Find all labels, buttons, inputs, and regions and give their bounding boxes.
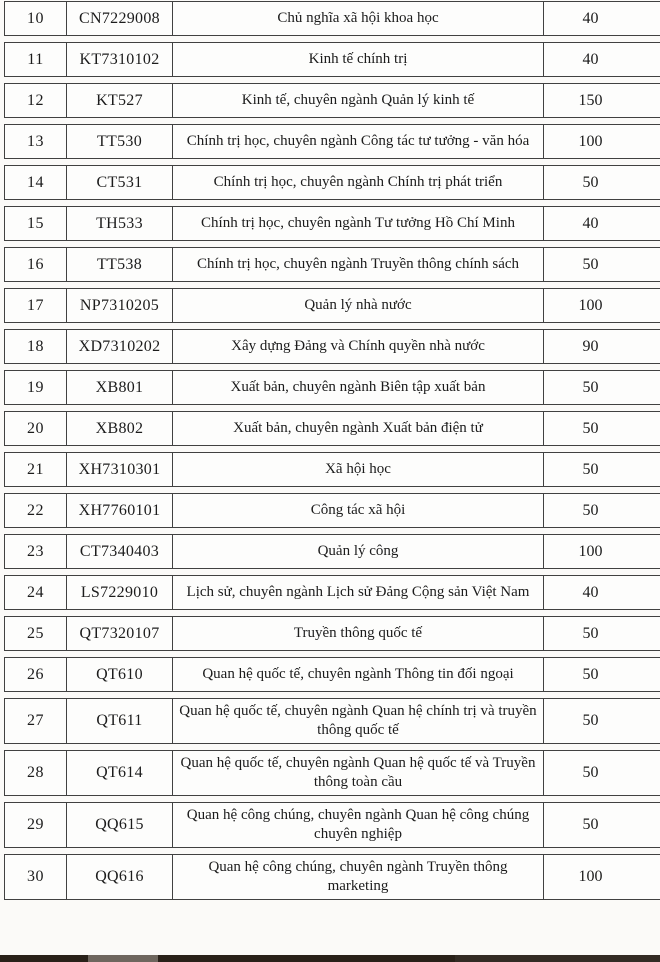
row-number-cell: 19: [5, 371, 67, 404]
table-row: [4, 657, 660, 692]
program-code-cell: QT611: [67, 699, 173, 743]
program-code-cell: QT614: [67, 751, 173, 795]
program-name-cell: Chính trị học, chuyên ngành Truyền thông chính sách: [173, 248, 544, 281]
quota-cell: 40: [582, 214, 599, 232]
table-row: [4, 329, 660, 364]
row-number-cell: 18: [5, 330, 67, 363]
quota-cell: 50: [582, 173, 599, 191]
table-row: [4, 616, 660, 651]
row-number-cell: 28: [5, 751, 67, 795]
row-number-cell: 24: [5, 576, 67, 609]
quota-cell: 90: [582, 337, 599, 355]
quota-cell: 50: [582, 816, 599, 833]
program-name-cell: Chính trị học, chuyên ngành Tư tưởng Hồ Chí Minh: [173, 207, 544, 240]
program-name-cell: Xã hội học: [173, 453, 544, 486]
table-row: [4, 575, 660, 610]
program-name-cell: Công tác xã hội: [173, 494, 544, 527]
program-code-cell: QT7320107: [67, 617, 173, 650]
program-code-cell: CT7340403: [67, 535, 173, 568]
row-number-cell: 29: [5, 803, 67, 847]
program-code-cell: XB802: [67, 412, 173, 445]
table-row: [4, 493, 660, 528]
row-number-cell: 13: [5, 125, 67, 158]
table-row: [4, 411, 660, 446]
program-code-cell: XH7310301: [67, 453, 173, 486]
quota-cell: 50: [582, 419, 599, 437]
row-number-cell: 27: [5, 699, 67, 743]
program-name-cell: Kinh tế, chuyên ngành Quản lý kinh tế: [173, 84, 544, 117]
row-number-cell: 30: [5, 855, 67, 899]
scan-strip-mid-segment: [455, 955, 660, 962]
program-code-cell: KT7310102: [67, 43, 173, 76]
program-code-cell: XH7760101: [67, 494, 173, 527]
row-number-cell: 14: [5, 166, 67, 199]
admissions-table: [4, 1, 660, 900]
row-number-cell: 21: [5, 453, 67, 486]
row-number-cell: 10: [5, 2, 67, 35]
program-name-cell: Chủ nghĩa xã hội khoa học: [173, 2, 544, 35]
row-number-cell: 12: [5, 84, 67, 117]
quota-cell: 100: [578, 132, 603, 150]
table-row: [4, 165, 660, 200]
row-number-cell: 25: [5, 617, 67, 650]
program-code-cell: TH533: [67, 207, 173, 240]
table-row: [4, 534, 660, 569]
row-number-cell: 15: [5, 207, 67, 240]
quota-cell: 50: [582, 624, 599, 642]
table-row: [4, 1, 660, 36]
row-number-cell: 26: [5, 658, 67, 691]
table-row: [4, 42, 660, 77]
table-row: [4, 802, 660, 848]
program-name-cell: Xuất bản, chuyên ngành Xuất bản điện tử: [173, 412, 544, 445]
program-code-cell: CN7229008: [67, 2, 173, 35]
table-row: [4, 206, 660, 241]
program-code-cell: TT530: [67, 125, 173, 158]
program-name-cell: Xây dựng Đảng và Chính quyền nhà nước: [173, 330, 544, 363]
table-row: [4, 370, 660, 405]
program-name-cell: Quan hệ công chúng, chuyên ngành Quan hệ công chúng chuyên nghiệp: [173, 803, 544, 847]
program-code-cell: LS7229010: [67, 576, 173, 609]
quota-cell: 40: [582, 9, 599, 27]
table-row: [4, 452, 660, 487]
quota-cell: 40: [582, 50, 599, 68]
program-code-cell: XB801: [67, 371, 173, 404]
program-name-cell: Chính trị học, chuyên ngành Chính trị phát triển: [173, 166, 544, 199]
scan-strip-light-segment: [88, 955, 158, 962]
program-name-cell: Kinh tế chính trị: [173, 43, 544, 76]
row-number-cell: 22: [5, 494, 67, 527]
quota-cell: 50: [582, 255, 599, 273]
program-name-cell: Lịch sử, chuyên ngành Lịch sử Đảng Cộng sản Việt Nam: [173, 576, 544, 609]
program-name-cell: Quan hệ quốc tế, chuyên ngành Quan hệ quốc tế và Truyền thông toàn cầu: [173, 751, 544, 795]
program-name-cell: Quản lý nhà nước: [173, 289, 544, 322]
program-code-cell: TT538: [67, 248, 173, 281]
program-name-cell: Quan hệ quốc tế, chuyên ngành Quan hệ chính trị và truyền thông quốc tế: [173, 699, 544, 743]
program-name-cell: Quan hệ công chúng, chuyên ngành Truyền thông marketing: [173, 855, 544, 899]
table-row: [4, 247, 660, 282]
program-code-cell: CT531: [67, 166, 173, 199]
quota-cell: 100: [578, 542, 603, 560]
quota-cell: 100: [578, 296, 603, 314]
quota-cell: 150: [578, 91, 603, 109]
quota-cell: 50: [582, 460, 599, 478]
table-row: [4, 750, 660, 796]
row-number-cell: 23: [5, 535, 67, 568]
quota-cell: 40: [582, 583, 599, 601]
quota-cell: 50: [582, 501, 599, 519]
table-row: [4, 124, 660, 159]
program-name-cell: Quan hệ quốc tế, chuyên ngành Thông tin đối ngoại: [173, 658, 544, 691]
row-number-cell: 17: [5, 289, 67, 322]
program-name-cell: Xuất bản, chuyên ngành Biên tập xuất bản: [173, 371, 544, 404]
quota-cell: 50: [582, 712, 599, 729]
quota-cell: 50: [582, 764, 599, 781]
program-name-cell: Quản lý công: [173, 535, 544, 568]
bottom-scan-strip: [0, 955, 660, 962]
quota-cell: 50: [582, 665, 599, 683]
program-code-cell: QQ616: [67, 855, 173, 899]
program-name-cell: Chính trị học, chuyên ngành Công tác tư tưởng - văn hóa: [173, 125, 544, 158]
program-code-cell: QQ615: [67, 803, 173, 847]
program-code-cell: NP7310205: [67, 289, 173, 322]
table-row: [4, 83, 660, 118]
program-code-cell: XD7310202: [67, 330, 173, 363]
quota-cell: 50: [582, 378, 599, 396]
program-name-cell: Truyền thông quốc tế: [173, 617, 544, 650]
row-number-cell: 20: [5, 412, 67, 445]
row-number-cell: 11: [5, 43, 67, 76]
row-number-cell: 16: [5, 248, 67, 281]
table-row: [4, 288, 660, 323]
quota-cell: 100: [578, 868, 603, 885]
program-code-cell: KT527: [67, 84, 173, 117]
program-code-cell: QT610: [67, 658, 173, 691]
table-row: [4, 854, 660, 900]
table-row: [4, 698, 660, 744]
